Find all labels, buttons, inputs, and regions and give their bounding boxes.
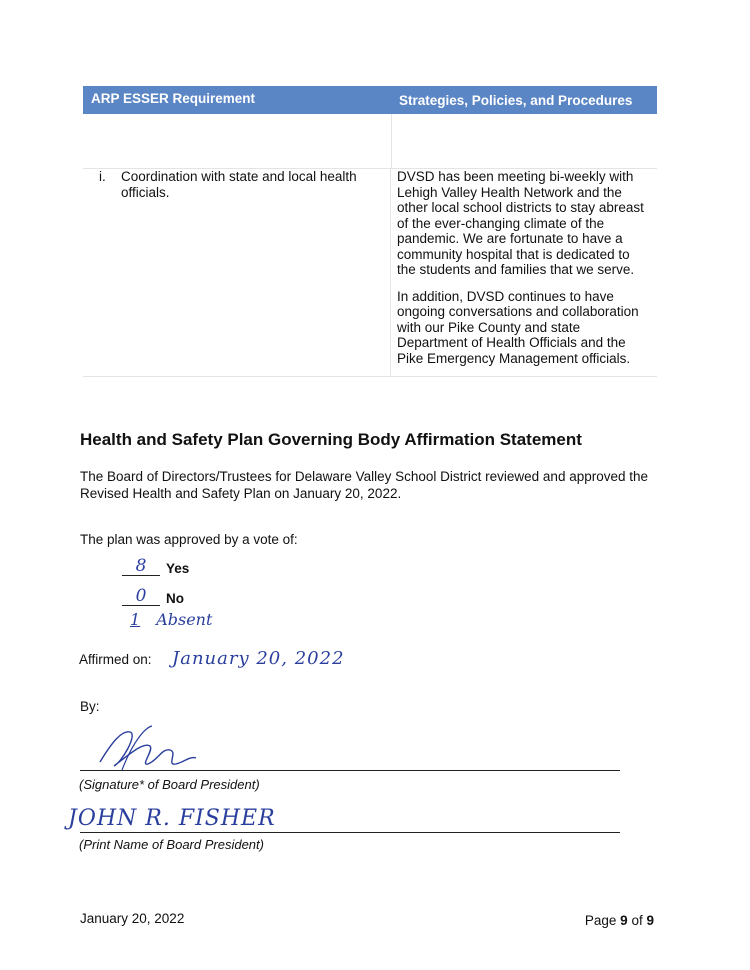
signature-image: [92, 722, 202, 774]
header-requirement: ARP ESSER Requirement: [91, 91, 256, 106]
requirements-table: [83, 86, 657, 377]
vote-yes: [122, 558, 189, 576]
yes-label: Yes: [166, 561, 190, 576]
vote-no: [122, 588, 184, 606]
intro-text: The Board of Directors/Trustees for Delaware Valley School District reviewed and approved the Revised Health and Safety Plan on January 20, 2022.: [80, 469, 649, 501]
affirmed-label: Affirmed on:: [79, 652, 152, 667]
yes-count: 8: [122, 558, 160, 576]
print-name-line: [80, 832, 620, 833]
row-number: i.: [99, 169, 106, 184]
requirement-text: Coordination with state and local health officials.: [121, 169, 357, 200]
absent-label: Absent: [156, 610, 213, 629]
footer-date: January 20, 2022: [80, 911, 185, 926]
table-row: [83, 169, 657, 377]
strategy-paragraph: In addition, DVSD continues to have ongoing conversations and collaboration with our Pike County and state Department of Health Officials and the Pike Emergency Management officials.: [397, 288, 639, 366]
signature-label: (Signature* of Board President): [79, 777, 260, 792]
table-header: [83, 86, 657, 114]
signature-line: [80, 770, 620, 771]
no-count: 0: [122, 588, 160, 606]
absent-count: 1: [130, 610, 141, 629]
by-label: By:: [80, 699, 100, 714]
header-strategies: Strategies, Policies, and Procedures: [399, 93, 633, 108]
requirement-cell: [83, 169, 391, 376]
print-name-handwritten: JOHN R. FISHER: [68, 806, 276, 831]
footer-page-number: Page 9 of 9: [584, 913, 654, 928]
section-title: Health and Safety Plan Governing Body Affirmation Statement: [80, 430, 582, 449]
no-label: No: [166, 591, 184, 606]
strategies-cell: [391, 169, 657, 376]
affirmed-date: January 20, 2022: [172, 648, 345, 669]
vote-absent: [130, 610, 212, 629]
strategy-paragraph: DVSD has been meeting bi-weekly with Lehigh Valley Health Network and the other local school districts to stay abreast of the ever-changing climate of the pandemic. We are fortunate to have a community hospital that is dedicated to the students and families that we serve.: [397, 169, 644, 277]
vote-intro: The plan was approved by a vote of:: [80, 532, 298, 547]
print-name-label: (Print Name of Board President): [79, 837, 264, 852]
table-spacer-row: [83, 114, 657, 169]
